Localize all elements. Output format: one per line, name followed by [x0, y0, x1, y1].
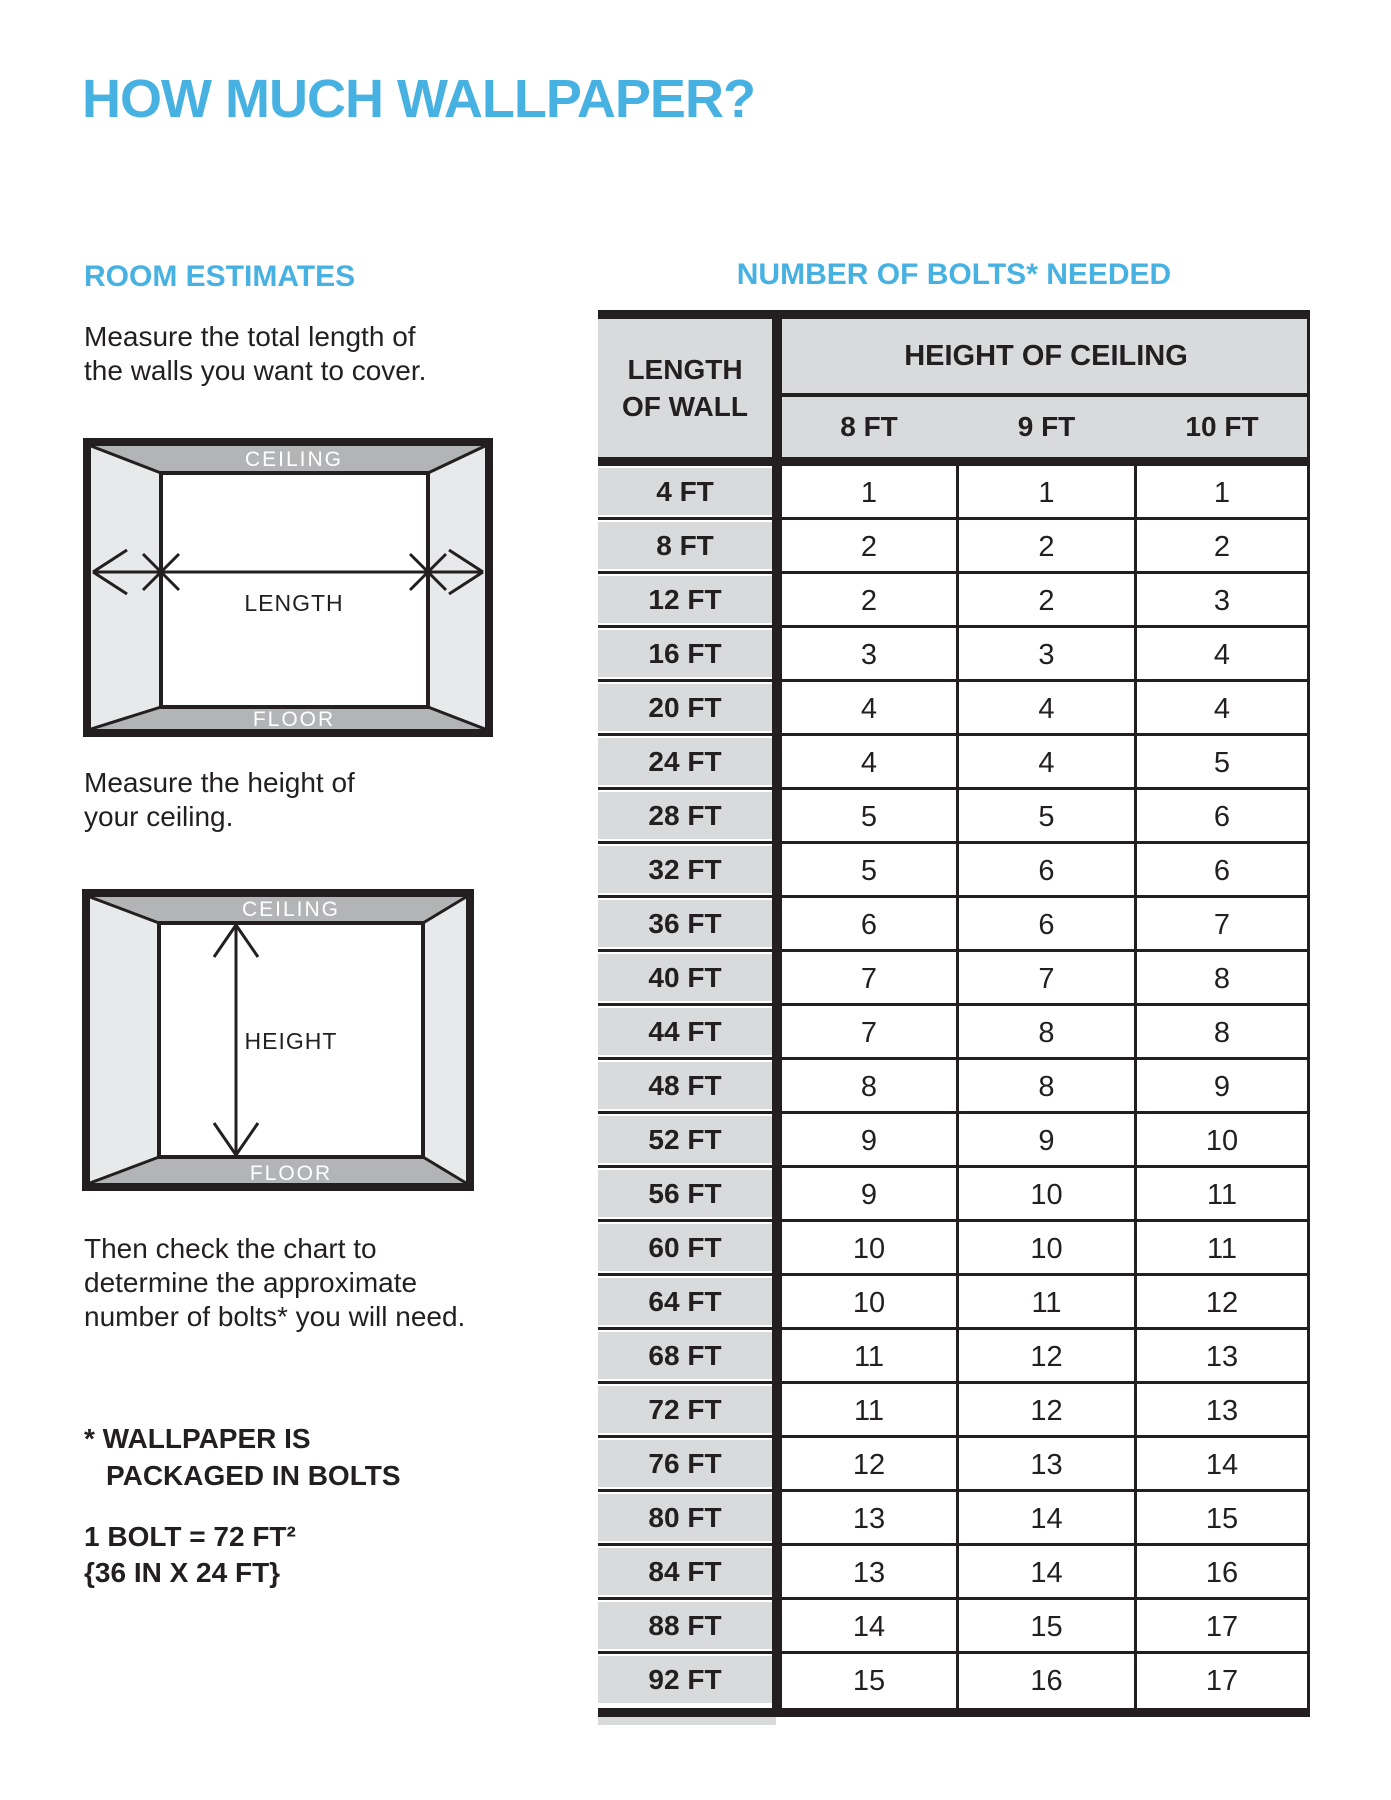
table-row [598, 1438, 1310, 1492]
bolt-count-cell: 2 [1038, 530, 1055, 563]
bolt-count-cell: 15 [852, 1664, 886, 1697]
bolt-size-line1: 1 BOLT = 72 FT² [84, 1521, 296, 1552]
bolt-count-cell: 6 [1213, 854, 1231, 887]
table-right-border [1307, 310, 1310, 1717]
bolt-count-cell: 3 [1213, 584, 1231, 617]
bolts-table [598, 310, 1310, 1725]
height-diagram [82, 889, 474, 1191]
table-row [598, 1114, 1310, 1168]
row-length-label: 88 FT [598, 1602, 772, 1649]
bolt-count-cell: 15 [1030, 1610, 1063, 1643]
left-wall-shape [91, 446, 161, 729]
table-row [598, 1654, 1310, 1708]
bolt-count-cell: 1 [1213, 476, 1231, 509]
bolt-count-cell: 9 [860, 1178, 878, 1211]
bolt-count-cell: 16 [1205, 1556, 1239, 1589]
bolt-count-cell: 5 [860, 800, 878, 833]
length-of-wall-line1: LENGTH [627, 354, 743, 385]
row-length-label: 48 FT [598, 1062, 772, 1109]
table-row [598, 736, 1310, 790]
bolt-count-cell: 10 [1030, 1232, 1063, 1265]
bolt-count-cell: 5 [1038, 800, 1055, 833]
row-length-label: 4 FT [598, 468, 772, 515]
bolt-count-cell: 7 [860, 1016, 878, 1049]
bolt-count-cell: 2 [860, 530, 878, 563]
bolt-count-cell: 11 [853, 1340, 885, 1373]
bolt-count-cell: 13 [852, 1502, 886, 1535]
footnote-line2: PACKAGED IN BOLTS [106, 1460, 401, 1491]
measure-height-line2: your ceiling. [84, 801, 234, 832]
table-row [598, 1168, 1310, 1222]
bolt-count-cell: 12 [1030, 1394, 1063, 1427]
bolt-count-cell: 15 [1205, 1502, 1239, 1535]
table-row [598, 520, 1310, 574]
bolt-count-cell: 2 [860, 584, 878, 617]
bolt-count-cell: 6 [1213, 800, 1231, 833]
bolt-count-cell: 12 [1030, 1340, 1063, 1373]
table-bottom-border [598, 1708, 1310, 1717]
bolt-count-cell: 9 [860, 1124, 878, 1157]
bolt-count-cell: 9 [1038, 1124, 1055, 1157]
bolt-count-cell: 10 [1030, 1178, 1063, 1211]
table-row [598, 1060, 1310, 1114]
column-header-8ft: 8 FT [840, 411, 898, 442]
bolt-count-cell: 4 [1038, 692, 1055, 725]
row-length-label: 56 FT [598, 1170, 772, 1217]
row-length-label: 84 FT [598, 1548, 772, 1595]
bolt-count-cell: 4 [1213, 638, 1231, 671]
check-chart-line2: determine the approximate [84, 1267, 418, 1298]
label-column-tab [598, 1717, 776, 1725]
bolt-count-cell: 14 [852, 1610, 886, 1643]
room-estimates-heading: ROOM ESTIMATES [84, 260, 356, 293]
row-length-label: 16 FT [598, 630, 772, 677]
bolt-count-cell: 6 [1038, 854, 1055, 887]
row-length-label: 12 FT [598, 576, 772, 623]
bolts-footnote [84, 1420, 401, 1494]
row-length-label: 64 FT [598, 1278, 772, 1325]
length-of-wall-header [598, 319, 772, 457]
page-title: HOW MUCH WALLPAPER? [82, 69, 755, 129]
ceiling-label: CEILING [241, 898, 341, 921]
bolt-count-cell: 3 [1038, 638, 1055, 671]
row-length-label: 44 FT [598, 1008, 772, 1055]
length-label: LENGTH [244, 590, 344, 616]
bolt-count-cell: 8 [1213, 962, 1231, 995]
column-header-9ft: 9 FT [1017, 411, 1076, 442]
table-row [598, 1006, 1310, 1060]
table-row [598, 466, 1310, 520]
table-row [598, 1222, 1310, 1276]
check-chart-line1: Then check the chart to [84, 1233, 377, 1264]
table-row [598, 898, 1310, 952]
bolt-count-cell: 8 [1213, 1016, 1231, 1049]
label-column-divider [772, 310, 782, 1717]
col-divider-9-10 [1134, 457, 1137, 1717]
bolt-count-cell: 12 [852, 1448, 886, 1481]
measure-length-text [84, 320, 426, 388]
bolt-size-info [84, 1519, 296, 1591]
bolt-count-cell: 8 [1038, 1070, 1055, 1103]
bolt-count-cell: 8 [1038, 1016, 1055, 1049]
row-length-label: 72 FT [598, 1386, 772, 1433]
table-row [598, 1384, 1310, 1438]
bolt-size-line2: {36 IN X 24 FT} [84, 1557, 281, 1588]
check-chart-text [84, 1232, 465, 1334]
bolt-count-cell: 13 [852, 1556, 886, 1589]
table-row [598, 1546, 1310, 1600]
table-row [598, 574, 1310, 628]
check-chart-line3: number of bolts* you will need. [84, 1301, 466, 1332]
bolt-count-cell: 5 [1213, 746, 1231, 779]
row-length-label: 60 FT [598, 1224, 772, 1271]
floor-label: FLOOR [252, 708, 336, 731]
bolt-count-cell: 14 [1205, 1448, 1239, 1481]
measure-height-line1: Measure the height of [84, 767, 355, 798]
bolt-count-cell: 14 [1030, 1502, 1063, 1535]
bolt-count-cell: 2 [1038, 584, 1055, 617]
bolt-count-cell: 9 [1213, 1070, 1231, 1103]
bolt-count-cell: 4 [860, 746, 878, 779]
right-wall-shape [423, 897, 466, 1183]
bolt-count-cell: 1 [1038, 476, 1055, 509]
bolt-count-cell: 8 [860, 1070, 878, 1103]
length-diagram [83, 438, 493, 737]
bolt-count-cell: 17 [1205, 1610, 1239, 1643]
table-row [598, 1492, 1310, 1546]
bolt-count-cell: 13 [1030, 1448, 1063, 1481]
bolt-count-cell: 2 [1213, 530, 1231, 563]
row-length-label: 32 FT [598, 846, 772, 893]
bolt-count-cell: 10 [852, 1286, 886, 1319]
bolt-count-cell: 11 [853, 1394, 885, 1427]
header-bottom-border [598, 457, 1310, 466]
bolt-count-cell: 14 [1030, 1556, 1063, 1589]
bolts-needed-heading: NUMBER OF BOLTS* NEEDED [736, 258, 1172, 291]
col-divider-8-9 [956, 457, 959, 1717]
bolt-count-cell: 5 [860, 854, 878, 887]
bolt-count-cell: 11 [1206, 1232, 1238, 1265]
bolt-count-cell: 4 [1038, 746, 1055, 779]
table-row [598, 844, 1310, 898]
bolt-count-cell: 6 [860, 908, 878, 941]
bolt-count-cell: 10 [852, 1232, 886, 1265]
table-row [598, 952, 1310, 1006]
bolt-count-cell: 7 [1038, 962, 1055, 995]
bolt-count-cell: 1 [860, 476, 878, 509]
bolt-count-cell: 7 [1213, 908, 1231, 941]
bolt-count-cell: 17 [1205, 1664, 1239, 1697]
measure-height-text [84, 766, 355, 834]
row-length-label: 40 FT [598, 954, 772, 1001]
table-top-border [598, 310, 1310, 319]
row-length-label: 28 FT [598, 792, 772, 839]
table-row [598, 1600, 1310, 1654]
table-row [598, 628, 1310, 682]
bolt-count-cell: 3 [860, 638, 878, 671]
bolt-count-cell: 11 [1206, 1178, 1238, 1211]
bolt-count-cell: 4 [1213, 692, 1231, 725]
height-label: HEIGHT [244, 1028, 338, 1054]
ceiling-label: CEILING [244, 448, 344, 471]
row-length-label: 52 FT [598, 1116, 772, 1163]
table-row [598, 1330, 1310, 1384]
bolt-count-cell: 13 [1205, 1340, 1239, 1373]
row-length-label: 76 FT [598, 1440, 772, 1487]
bolt-count-cell: 7 [860, 962, 878, 995]
measure-length-line1: Measure the total length of [84, 321, 416, 352]
bolt-count-cell: 13 [1205, 1394, 1239, 1427]
table-rows [598, 466, 1310, 1708]
bolt-count-cell: 16 [1030, 1664, 1063, 1697]
bolt-count-cell: 6 [1038, 908, 1055, 941]
table-row [598, 682, 1310, 736]
row-length-label: 24 FT [598, 738, 772, 785]
row-length-label: 80 FT [598, 1494, 772, 1541]
row-length-label: 92 FT [598, 1656, 772, 1703]
height-of-ceiling-header: HEIGHT OF CEILING [782, 319, 1310, 393]
measure-length-line2: the walls you want to cover. [84, 355, 427, 386]
bolt-count-cell: 11 [1031, 1286, 1062, 1319]
table-row [598, 1276, 1310, 1330]
table-row [598, 790, 1310, 844]
bolt-count-cell: 10 [1205, 1124, 1239, 1157]
row-length-label: 8 FT [598, 522, 772, 569]
bolt-count-cell: 4 [860, 692, 878, 725]
column-headers-band [782, 397, 1310, 457]
length-of-wall-line2: OF WALL [622, 391, 748, 422]
bolt-count-cell: 12 [1205, 1286, 1239, 1319]
left-wall-shape [90, 897, 159, 1183]
footnote-line1: * WALLPAPER IS [84, 1423, 311, 1454]
row-length-label: 36 FT [598, 900, 772, 947]
floor-label: FLOOR [249, 1162, 333, 1185]
column-header-10ft: 10 FT [1185, 411, 1259, 442]
row-length-label: 20 FT [598, 684, 772, 731]
row-length-label: 68 FT [598, 1332, 772, 1379]
